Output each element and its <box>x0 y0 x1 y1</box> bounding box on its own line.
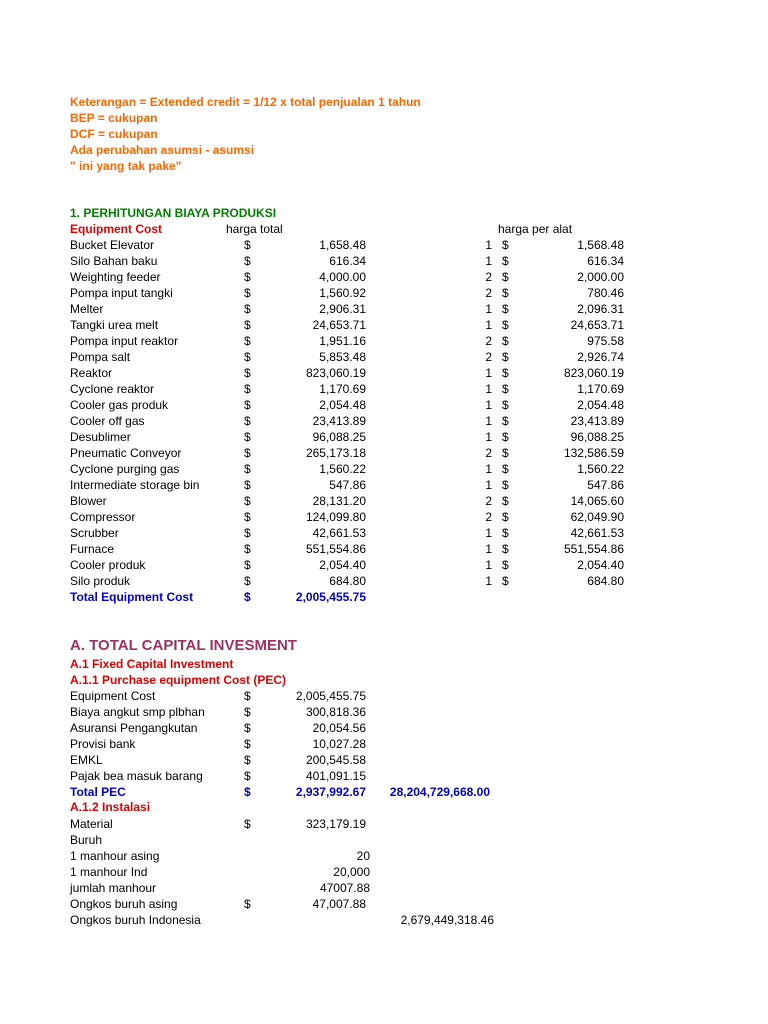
currency-symbol: $ <box>244 753 251 767</box>
equipment-qty: 2 <box>485 510 492 524</box>
equipment-qty: 2 <box>485 286 492 300</box>
currency-symbol: $ <box>244 366 251 380</box>
equipment-qty: 1 <box>485 526 492 540</box>
currency-symbol: $ <box>244 302 251 316</box>
equipment-total: 1,170.69 <box>319 382 366 396</box>
pec-item-name: Pajak bea masuk barang <box>70 769 203 783</box>
currency-symbol: $ <box>502 398 509 412</box>
equipment-unit-price: 2,000.00 <box>577 270 624 284</box>
equipment-name: Reaktor <box>70 366 113 380</box>
currency-symbol: $ <box>244 542 251 556</box>
pec-item-name: Asuransi Pengangkutan <box>70 721 198 735</box>
equipment-total: 265,173.18 <box>305 446 366 460</box>
equipment-total: 547.86 <box>329 478 366 492</box>
ongkos-buruh-asing-label: Ongkos buruh asing <box>70 897 178 911</box>
equipment-name: Silo produk <box>70 574 131 588</box>
currency-symbol: $ <box>502 494 509 508</box>
equipment-qty: 1 <box>485 382 492 396</box>
equipment-unit-price: 823,060.19 <box>563 366 624 380</box>
equipment-name: Cyclone purging gas <box>70 462 180 476</box>
equipment-name: Cooler produk <box>70 558 146 572</box>
pec-item-name: Biaya angkut smp plbhan <box>70 705 205 719</box>
equipment-unit-price: 551,554.86 <box>563 542 624 556</box>
currency-symbol: $ <box>244 334 251 348</box>
currency-symbol: $ <box>244 689 251 703</box>
pec-item-value: 300,818.36 <box>305 705 366 719</box>
currency-symbol: $ <box>244 478 251 492</box>
equipment-total: 2,906.31 <box>319 302 366 316</box>
equipment-name: Pompa input reaktor <box>70 334 179 348</box>
equipment-total: 823,060.19 <box>305 366 366 380</box>
equipment-name: Pneumatic Conveyor <box>70 446 182 460</box>
equipment-total: 616.34 <box>329 254 366 268</box>
pec-item-value: 200,545.58 <box>305 753 366 767</box>
currency-symbol: $ <box>502 414 509 428</box>
currency-symbol: $ <box>502 270 509 284</box>
equipment-total: 684.80 <box>329 574 366 588</box>
note-line: Keterangan = Extended credit = 1/12 x total penjualan 1 tahun <box>70 95 421 109</box>
pec-item-value: 401,091.15 <box>305 769 366 783</box>
material-currency: $ <box>244 817 251 831</box>
currency-symbol: $ <box>244 558 251 572</box>
equipment-unit-price: 2,054.40 <box>577 558 624 572</box>
ongkos-buruh-asing-value: 47,007.88 <box>312 897 366 911</box>
equipment-name: Pompa salt <box>70 350 131 364</box>
jumlah-manhour-value: 47007.88 <box>319 881 370 895</box>
equipment-qty: 1 <box>485 318 492 332</box>
section-title-capital-investment: A. TOTAL CAPITAL INVESMENT <box>70 637 297 654</box>
equipment-total: 1,951.16 <box>319 334 366 348</box>
currency-symbol: $ <box>244 737 251 751</box>
pec-item-name: Provisi bank <box>70 737 136 751</box>
total-pec-value: 2,937,992.67 <box>295 785 366 799</box>
pec-item-value: 10,027.28 <box>312 737 366 751</box>
equipment-total: 28,131.20 <box>312 494 366 508</box>
currency-symbol: $ <box>502 510 509 524</box>
equipment-name: Furnace <box>70 542 115 556</box>
currency-symbol: $ <box>244 462 251 476</box>
currency-symbol: $ <box>502 430 509 444</box>
currency-symbol: $ <box>502 334 509 348</box>
equipment-qty: 1 <box>485 478 492 492</box>
equipment-unit-price: 1,170.69 <box>577 382 624 396</box>
currency-symbol: $ <box>244 705 251 719</box>
equipment-name: Compressor <box>70 510 136 524</box>
equipment-qty: 1 <box>485 398 492 412</box>
equipment-unit-price: 616.34 <box>587 254 624 268</box>
equipment-qty: 1 <box>485 462 492 476</box>
equipment-unit-price: 780.46 <box>587 286 624 300</box>
column-header-harga-total: harga total <box>226 222 283 236</box>
currency-symbol: $ <box>502 478 509 492</box>
equipment-name: Cooler off gas <box>70 414 145 428</box>
manhour-ind-label: 1 manhour Ind <box>70 865 148 879</box>
equipment-unit-price: 96,088.25 <box>570 430 624 444</box>
total-pec-currency: $ <box>244 785 251 799</box>
currency-symbol: $ <box>244 286 251 300</box>
note-line: Ada perubahan asumsi - asumsi <box>70 143 255 157</box>
equipment-unit-price: 23,413.89 <box>570 414 624 428</box>
equipment-total: 4,000.00 <box>319 270 366 284</box>
currency-symbol: $ <box>244 446 251 460</box>
currency-symbol: $ <box>502 574 509 588</box>
currency-symbol: $ <box>502 366 509 380</box>
note-line: " ini yang tak pake" <box>70 159 182 173</box>
currency-symbol: $ <box>244 494 251 508</box>
equipment-total: 42,661.53 <box>312 526 366 540</box>
column-header-harga-per-alat: harga per alat <box>498 222 573 236</box>
total-pec-label: Total PEC <box>70 785 126 799</box>
equipment-total: 96,088.25 <box>312 430 366 444</box>
column-header-equipment-cost: Equipment Cost <box>70 222 162 236</box>
equipment-unit-price: 62,049.90 <box>570 510 624 524</box>
currency-symbol: $ <box>502 302 509 316</box>
equipment-qty: 1 <box>485 302 492 316</box>
equipment-qty: 1 <box>485 366 492 380</box>
equipment-qty: 2 <box>485 270 492 284</box>
total-equipment-cost-label: Total Equipment Cost <box>70 590 194 604</box>
equipment-qty: 2 <box>485 446 492 460</box>
equipment-name: Bucket Elevator <box>70 238 155 252</box>
equipment-qty: 2 <box>485 334 492 348</box>
currency-symbol: $ <box>244 721 251 735</box>
material-value: 323,179.19 <box>305 817 366 831</box>
equipment-name: Desublimer <box>70 430 131 444</box>
equipment-unit-price: 1,568.48 <box>577 238 624 252</box>
manhour-asing-label: 1 manhour asing <box>70 849 160 863</box>
equipment-name: Cyclone reaktor <box>70 382 155 396</box>
equipment-total: 23,413.89 <box>312 414 366 428</box>
currency-symbol: $ <box>502 286 509 300</box>
pec-item-value: 20,054.56 <box>312 721 366 735</box>
equipment-name: Weighting feeder <box>70 270 161 284</box>
equipment-qty: 1 <box>485 430 492 444</box>
pec-item-name: EMKL <box>70 753 103 767</box>
equipment-qty: 1 <box>485 238 492 252</box>
note-line: BEP = cukupan <box>70 111 158 125</box>
equipment-total: 551,554.86 <box>305 542 366 556</box>
currency-symbol: $ <box>502 238 509 252</box>
equipment-name: Blower <box>70 494 107 508</box>
currency-symbol: $ <box>502 558 509 572</box>
equipment-unit-price: 2,054.48 <box>577 398 624 412</box>
equipment-qty: 1 <box>485 542 492 556</box>
equipment-name: Intermediate storage bin <box>70 478 200 492</box>
total-pec-idr-value: 28,204,729,668.00 <box>389 785 490 799</box>
equipment-qty: 1 <box>485 414 492 428</box>
currency-symbol: $ <box>244 769 251 783</box>
buruh-label: Buruh <box>70 833 103 847</box>
equipment-qty: 1 <box>485 558 492 572</box>
equipment-name: Pompa input tangki <box>70 286 173 300</box>
equipment-unit-price: 42,661.53 <box>570 526 624 540</box>
currency-symbol: $ <box>244 574 251 588</box>
currency-symbol: $ <box>244 382 251 396</box>
equipment-unit-price: 14,065.60 <box>570 494 624 508</box>
ongkos-asing-currency: $ <box>244 897 251 911</box>
jumlah-manhour-label: jumlah manhour <box>70 881 157 895</box>
currency-symbol: $ <box>244 526 251 540</box>
subsection-instalasi: A.1.2 Instalasi <box>70 800 151 814</box>
equipment-name: Cooler gas produk <box>70 398 169 412</box>
subsection-purchase-equipment: A.1.1 Purchase equipment Cost (PEC) <box>70 673 287 687</box>
equipment-qty: 2 <box>485 494 492 508</box>
equipment-name: Melter <box>70 302 104 316</box>
equipment-qty: 1 <box>485 574 492 588</box>
currency-symbol: $ <box>244 318 251 332</box>
currency-symbol: $ <box>244 430 251 444</box>
pec-item-value: 2,005,455.75 <box>295 689 366 703</box>
equipment-total: 1,560.92 <box>319 286 366 300</box>
equipment-total: 124,099.80 <box>305 510 366 524</box>
currency-symbol: $ <box>244 398 251 412</box>
currency-symbol: $ <box>502 350 509 364</box>
equipment-unit-price: 2,926.74 <box>577 350 624 364</box>
currency-symbol: $ <box>502 318 509 332</box>
equipment-unit-price: 975.58 <box>587 334 624 348</box>
equipment-unit-price: 1,560.22 <box>577 462 624 476</box>
currency-symbol: $ <box>502 254 509 268</box>
note-line: DCF = cukupan <box>70 127 158 141</box>
section-title-biaya-produksi: 1. PERHITUNGAN BIAYA PRODUKSI <box>70 206 277 220</box>
total-equipment-cost-value: 2,005,455.75 <box>295 590 366 604</box>
total-equipment-currency: $ <box>244 590 251 604</box>
equipment-name: Silo Bahan baku <box>70 254 158 268</box>
currency-symbol: $ <box>244 238 251 252</box>
subsection-fixed-capital: A.1 Fixed Capital Investment <box>70 657 234 671</box>
currency-symbol: $ <box>244 414 251 428</box>
currency-symbol: $ <box>502 526 509 540</box>
equipment-unit-price: 24,653.71 <box>570 318 624 332</box>
equipment-total: 2,054.48 <box>319 398 366 412</box>
equipment-unit-price: 132,586.59 <box>563 446 624 460</box>
currency-symbol: $ <box>244 510 251 524</box>
equipment-name: Scrubber <box>70 526 119 540</box>
equipment-total: 1,560.22 <box>319 462 366 476</box>
ongkos-buruh-indonesia-value: 2,679,449,318.46 <box>400 913 494 927</box>
equipment-qty: 2 <box>485 350 492 364</box>
currency-symbol: $ <box>244 270 251 284</box>
equipment-total: 1,658.48 <box>319 238 366 252</box>
currency-symbol: $ <box>502 382 509 396</box>
equipment-qty: 1 <box>485 254 492 268</box>
equipment-unit-price: 547.86 <box>587 478 624 492</box>
equipment-total: 2,054.40 <box>319 558 366 572</box>
manhour-asing-value: 20 <box>356 849 370 863</box>
currency-symbol: $ <box>244 350 251 364</box>
equipment-unit-price: 684.80 <box>587 574 624 588</box>
currency-symbol: $ <box>502 462 509 476</box>
currency-symbol: $ <box>244 254 251 268</box>
equipment-unit-price: 2,096.31 <box>577 302 624 316</box>
equipment-total: 5,853.48 <box>319 350 366 364</box>
material-label: Material <box>70 817 113 831</box>
manhour-ind-value: 20,000 <box>333 865 370 879</box>
currency-symbol: $ <box>502 446 509 460</box>
equipment-name: Tangki urea melt <box>70 318 159 332</box>
equipment-total: 24,653.71 <box>312 318 366 332</box>
ongkos-buruh-indonesia-label: Ongkos buruh Indonesia <box>70 913 201 927</box>
pec-item-name: Equipment Cost <box>70 689 156 703</box>
currency-symbol: $ <box>502 542 509 556</box>
